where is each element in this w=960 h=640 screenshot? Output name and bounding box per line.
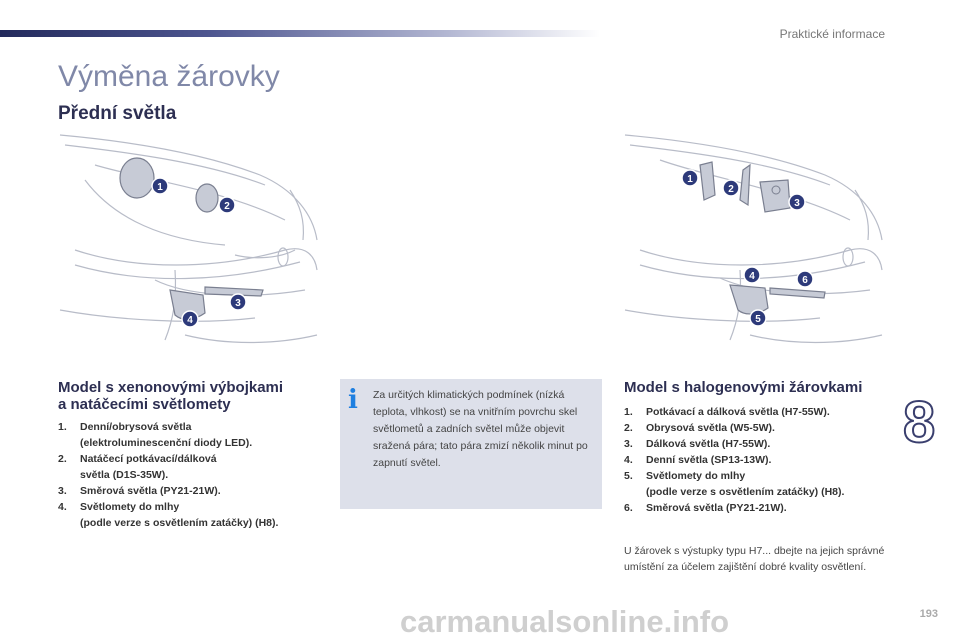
svg-text:6: 6 [802,275,808,286]
callout-1 [152,178,168,194]
header-bar [0,30,600,37]
info-icon: i [348,385,358,415]
callout-1 [682,170,698,186]
svg-text:3: 3 [235,298,241,309]
callout-4 [182,311,198,327]
callout-6 [797,271,813,287]
halogen-headlamp-illustration [620,130,885,370]
list-item: 6. Směrová světla (PY21-21W). [624,502,787,514]
xenon-heading-line1: Model s xenonovými výbojkami [58,379,284,396]
list-item: 4. Denní světla (SP13-13W). [624,454,772,466]
callout-3 [789,194,805,210]
xenon-bulb-list [58,419,338,531]
list-item: 5. Světlomety do mlhy (podle verze s osvětlením zatáčky) (H8). [624,470,845,498]
info-text: Za určitých klimatických podmínek (nízká teplota, vlhkost) se na vnitřním povrchu skel světlometů a zadních světel může objevit sražená pára; tato pára zmizí několik minut po zapnutí světel. [373,389,588,469]
callout-4 [744,267,760,283]
svg-text:2: 2 [728,184,734,195]
svg-text:3: 3 [794,198,800,209]
xenon-headlamp-illustration [55,130,320,370]
page-title: Výměna žárovky [58,60,280,93]
halogen-bulb-list [624,404,904,516]
callout-3 [230,294,246,310]
svg-text:2: 2 [224,201,230,212]
list-item: 3. Směrová světla (PY21-21W). [58,485,221,497]
callout-2 [723,180,739,196]
callout-5 [750,310,766,326]
callout-2 [219,197,235,213]
list-item: 2. Natáčecí potkávací/dálková světla (D1S-35W). [58,453,217,481]
svg-text:1: 1 [157,182,163,193]
svg-text:1: 1 [687,174,693,185]
list-item: 1. Potkávací a dálková světla (H7-55W). [624,406,830,418]
xenon-model-heading [58,379,318,413]
svg-text:4: 4 [749,271,755,282]
page-subtitle: Přední světla [58,103,177,124]
watermark: carmanualsonline.info [400,604,730,639]
h7-note: U žárovek s výstupky typu H7... dbejte na jejich správné umístění za účelem zajištění dobré kvality osvětlení. [624,545,885,573]
chapter-number: 8 [903,390,936,455]
svg-text:4: 4 [187,315,193,326]
xenon-heading-line2: a natáčecími světlomety [58,396,231,413]
halogen-model-heading: Model s halogenovými žárovkami [624,379,863,396]
list-item: 3. Dálková světla (H7-55W). [624,438,771,450]
info-box [340,379,602,509]
list-item: 1. Denní/obrysová světla (elektroluminescenční diody LED). [58,421,253,449]
list-item: 4. Světlomety do mlhy (podle verze s osvětlením zatáčky) (H8). [58,501,279,529]
svg-text:5: 5 [755,314,761,325]
header-section-label: Praktické informace [779,27,885,41]
page-number: 193 [919,608,938,620]
list-item: 2. Obrysová světla (W5-5W). [624,422,775,434]
